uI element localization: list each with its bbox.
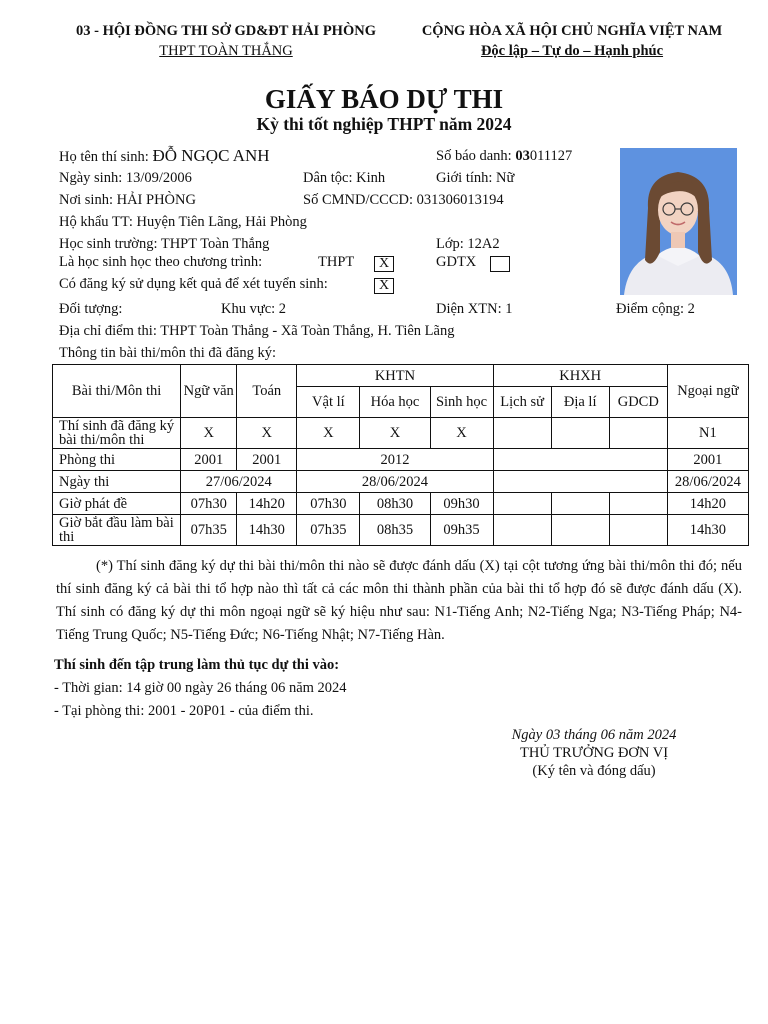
candidate-residence: Hộ khẩu TT: Huyện Tiên Lãng, Hải Phòng: [59, 214, 307, 230]
candidate-bonus: Điểm cộng: 2: [616, 301, 695, 317]
row-label-date: Ngày thi: [53, 471, 181, 493]
document-title: GIẤY BÁO DỰ THI: [264, 84, 504, 114]
cell: 14h30: [667, 515, 748, 546]
col-header-biology: Sinh học: [430, 387, 493, 418]
row-label-registered: Thí sinh đã đăng ký bài thi/môn thi: [53, 418, 181, 449]
gathering-time: - Thời gian: 14 giờ 00 ngày 26 tháng 06 năm 2024: [54, 680, 347, 696]
cell: X: [297, 418, 360, 449]
cell: [493, 515, 551, 546]
candidate-photo: [620, 148, 737, 295]
cell: [551, 418, 609, 449]
national-motto: Độc lập – Tự do – Hạnh phúc: [480, 43, 664, 59]
col-header-literature: Ngữ văn: [181, 365, 237, 418]
cell: [609, 418, 667, 449]
program-thpt-checkbox[interactable]: X: [374, 256, 394, 272]
gathering-room: - Tại phòng thi: 2001 - 20P01 - của điểm thi.: [54, 703, 314, 719]
program-gdtx-label: GDTX: [436, 254, 477, 270]
cell: 09h35: [430, 515, 493, 546]
candidate-name: [59, 146, 270, 166]
issuer-council: 03 - HỘI ĐỒNG THI SỞ GD&ĐT HẢI PHÒNG: [76, 23, 376, 39]
cell: [493, 418, 551, 449]
col-header-foreign: Ngoại ngữ: [667, 365, 748, 418]
cell: 07h30: [297, 493, 360, 515]
cell: 14h30: [237, 515, 297, 546]
table-row: [53, 493, 749, 515]
cell: 09h30: [430, 493, 493, 515]
exam-schedule-table: [52, 364, 749, 546]
cell: 2001: [667, 449, 748, 471]
exam-address: Địa chỉ điểm thi: THPT Toàn Thắng - Xã Toàn Thắng, H. Tiên Lãng: [59, 323, 455, 339]
table-row: [53, 418, 749, 449]
col-header-physics: Vật lí: [297, 387, 360, 418]
col-header-subject: Bài thi/Môn thi: [53, 365, 181, 418]
registered-info-label: Thông tin bài thi/môn thi đã đăng ký:: [59, 345, 277, 361]
document-subtitle: Kỳ thi tốt nghiệp THPT năm 2024: [256, 114, 512, 134]
candidate-birthplace: Nơi sinh: HẢI PHÒNG: [59, 192, 196, 208]
cell: 14h20: [667, 493, 748, 515]
cell: 14h20: [237, 493, 297, 515]
row-label-start: Giờ bắt đầu làm bài thi: [53, 515, 181, 546]
cell: [609, 493, 667, 515]
signature-note: (Ký tên và đóng dấu): [532, 763, 656, 779]
col-header-geography: Địa lí: [551, 387, 609, 418]
col-header-history: Lịch sử: [493, 387, 551, 418]
cell: X: [181, 418, 237, 449]
candidate-ethnic: Dân tộc: Kinh: [303, 170, 386, 186]
program-gdtx-checkbox[interactable]: [490, 256, 510, 272]
candidate-gender: Giới tính: Nữ: [436, 170, 515, 186]
col-header-chemistry: Hóa học: [360, 387, 430, 418]
col-header-khxh: KHXH: [493, 365, 667, 387]
cell: 08h30: [360, 493, 430, 515]
candidate-school: Học sinh trường: THPT Toàn Thắng: [59, 236, 270, 252]
cell: 2001: [181, 449, 237, 471]
signature-title: THỦ TRƯỞNG ĐƠN VỊ: [519, 745, 669, 761]
program-label: Là học sinh học theo chương trình:: [59, 254, 263, 270]
issuer-school: THPT TOÀN THẮNG: [159, 43, 293, 59]
cell: [609, 515, 667, 546]
candidate-region: Khu vực: 2: [221, 301, 287, 317]
table-row: [53, 449, 749, 471]
gathering-heading: Thí sinh đến tập trung làm thủ tục dự thi vào:: [54, 657, 340, 673]
col-header-civics: GDCD: [609, 387, 667, 418]
candidate-target: Đối tượng:: [59, 301, 123, 317]
candidate-dob: Ngày sinh: 13/09/2006: [59, 170, 192, 186]
cell: [493, 471, 667, 493]
cell: [493, 493, 551, 515]
cell: X: [430, 418, 493, 449]
cell: 07h35: [181, 515, 237, 546]
registration-note: (*) Thí sinh đăng ký dự thi bài thi/môn thi nào sẽ được đánh dấu (X) tại cột tương ứng bài thi/môn thi đó; nếu thí sinh đăng ký cả bài thi tổ hợp nào thì tất cả các môn thi thành phần của bài thi tổ hợp đó sẽ được đánh dấu (X). Thí sinh có đăng ký dự thi môn ngoại ngữ sẽ ký hiệu như sau: N1-Tiếng Anh; N2-Tiếng Nga; N3-Tiếng Pháp; N4-Tiếng Trung Quốc; N5-Tiếng Đức; N6-Tiếng Nhật; N7-Tiếng Hàn.: [56, 558, 742, 643]
table-row: [53, 515, 749, 546]
row-label-room: Phòng thi: [53, 449, 181, 471]
table-row: [53, 471, 749, 493]
col-header-math: Toán: [237, 365, 297, 418]
row-label-handout: Giờ phát đề: [53, 493, 181, 515]
candidate-name-value: ĐỖ NGỌC ANH: [152, 146, 270, 165]
cell: 28/06/2024: [297, 471, 493, 493]
cell: [551, 515, 609, 546]
cell: 08h35: [360, 515, 430, 546]
admission-checkbox[interactable]: X: [374, 278, 394, 294]
cell: 07h30: [181, 493, 237, 515]
cell: X: [360, 418, 430, 449]
col-header-khtn: KHTN: [297, 365, 493, 387]
candidate-number: [436, 148, 572, 165]
program-thpt-label: THPT: [318, 254, 355, 270]
candidate-name-label: Họ tên thí sinh:: [59, 149, 149, 165]
cell: X: [237, 418, 297, 449]
table-header-row: [53, 365, 749, 387]
cell: 2001: [237, 449, 297, 471]
candidate-number-value: 011127: [529, 148, 573, 164]
signature-date: Ngày 03 tháng 06 năm 2024: [511, 727, 677, 743]
cell: 28/06/2024: [667, 471, 748, 493]
cell: 27/06/2024: [181, 471, 297, 493]
cell: N1: [667, 418, 748, 449]
candidate-xtn: Diện XTN: 1: [436, 301, 513, 317]
candidate-number-prefix: 03: [515, 148, 530, 164]
portrait-image: [620, 148, 737, 295]
cell: 07h35: [297, 515, 360, 546]
national-title: CỘNG HÒA XÃ HỘI CHỦ NGHĨA VIỆT NAM: [421, 23, 723, 39]
cell: 2012: [297, 449, 493, 471]
candidate-id-number: Số CMND/CCCD: 031306013194: [303, 192, 504, 208]
candidate-class: Lớp: 12A2: [436, 236, 500, 252]
cell: [493, 449, 667, 471]
admission-label: Có đăng ký sử dụng kết quả để xét tuyển sinh:: [59, 276, 328, 292]
cell: [551, 493, 609, 515]
candidate-number-label: Số báo danh:: [436, 148, 512, 164]
